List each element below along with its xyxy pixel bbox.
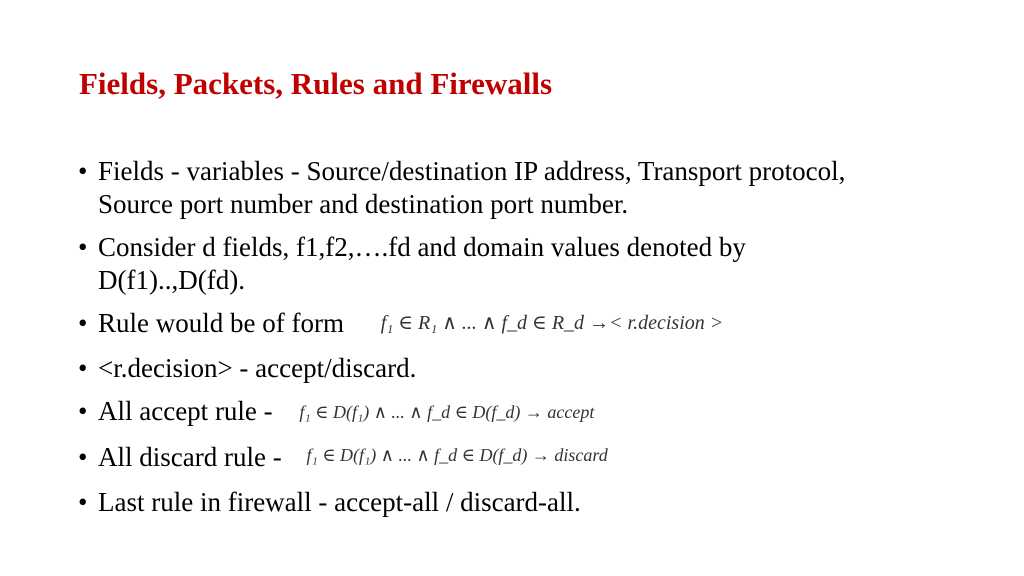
bullet-text: All accept rule - [98,396,273,427]
discard-rule-formula: f₁ ∈ D(f₁) ∧ ... ∧ f_d ∈ D(f_d) → discard [306,444,608,465]
bullet-item-fields [78,155,978,221]
bullet-item-decision [78,352,978,385]
bullet-marker: • [78,441,88,472]
slide-title: Fields, Packets, Rules and Firewalls [79,66,553,101]
bullet-marker: • [78,396,88,427]
bullet-text: <r.decision> - accept/discard. [98,353,417,384]
bullet-text-line: Source port number and destination port number. [98,189,629,219]
bullet-text: Rule would be of form [98,308,344,338]
bullet-item-last-rule [78,486,978,519]
bullet-text: Last rule in firewall - accept-all / discard-all. [98,486,581,517]
bullet-item-domains [78,231,978,297]
bullet-marker: • [78,308,88,338]
bullet-text-line: Fields - variables - Source/destination IP address, Transport protocol, [98,156,846,186]
rule-form-formula: f₁ ∈ R₁ ∧ ... ∧ f_d ∈ R_d →< r.decision > [380,312,724,335]
bullet-text: All discard rule - [98,441,282,472]
bullet-marker: • [78,353,88,384]
bullet-list [78,155,978,529]
bullet-text-line: Consider d fields, f1,f2,….fd and domain values denoted by [98,232,746,262]
bullet-marker: • [78,156,88,186]
bullet-marker: • [78,486,88,517]
bullet-marker: • [78,232,88,262]
bullet-item-discard-rule [78,441,978,476]
bullet-text-line: D(f1)..,D(fd). [98,265,245,295]
bullet-item-rule-form [78,307,978,342]
accept-rule-formula: f₁ ∈ D(f₁) ∧ ... ∧ f_d ∈ D(f_d) → accept [299,401,595,422]
bullet-item-accept-rule [78,395,978,430]
